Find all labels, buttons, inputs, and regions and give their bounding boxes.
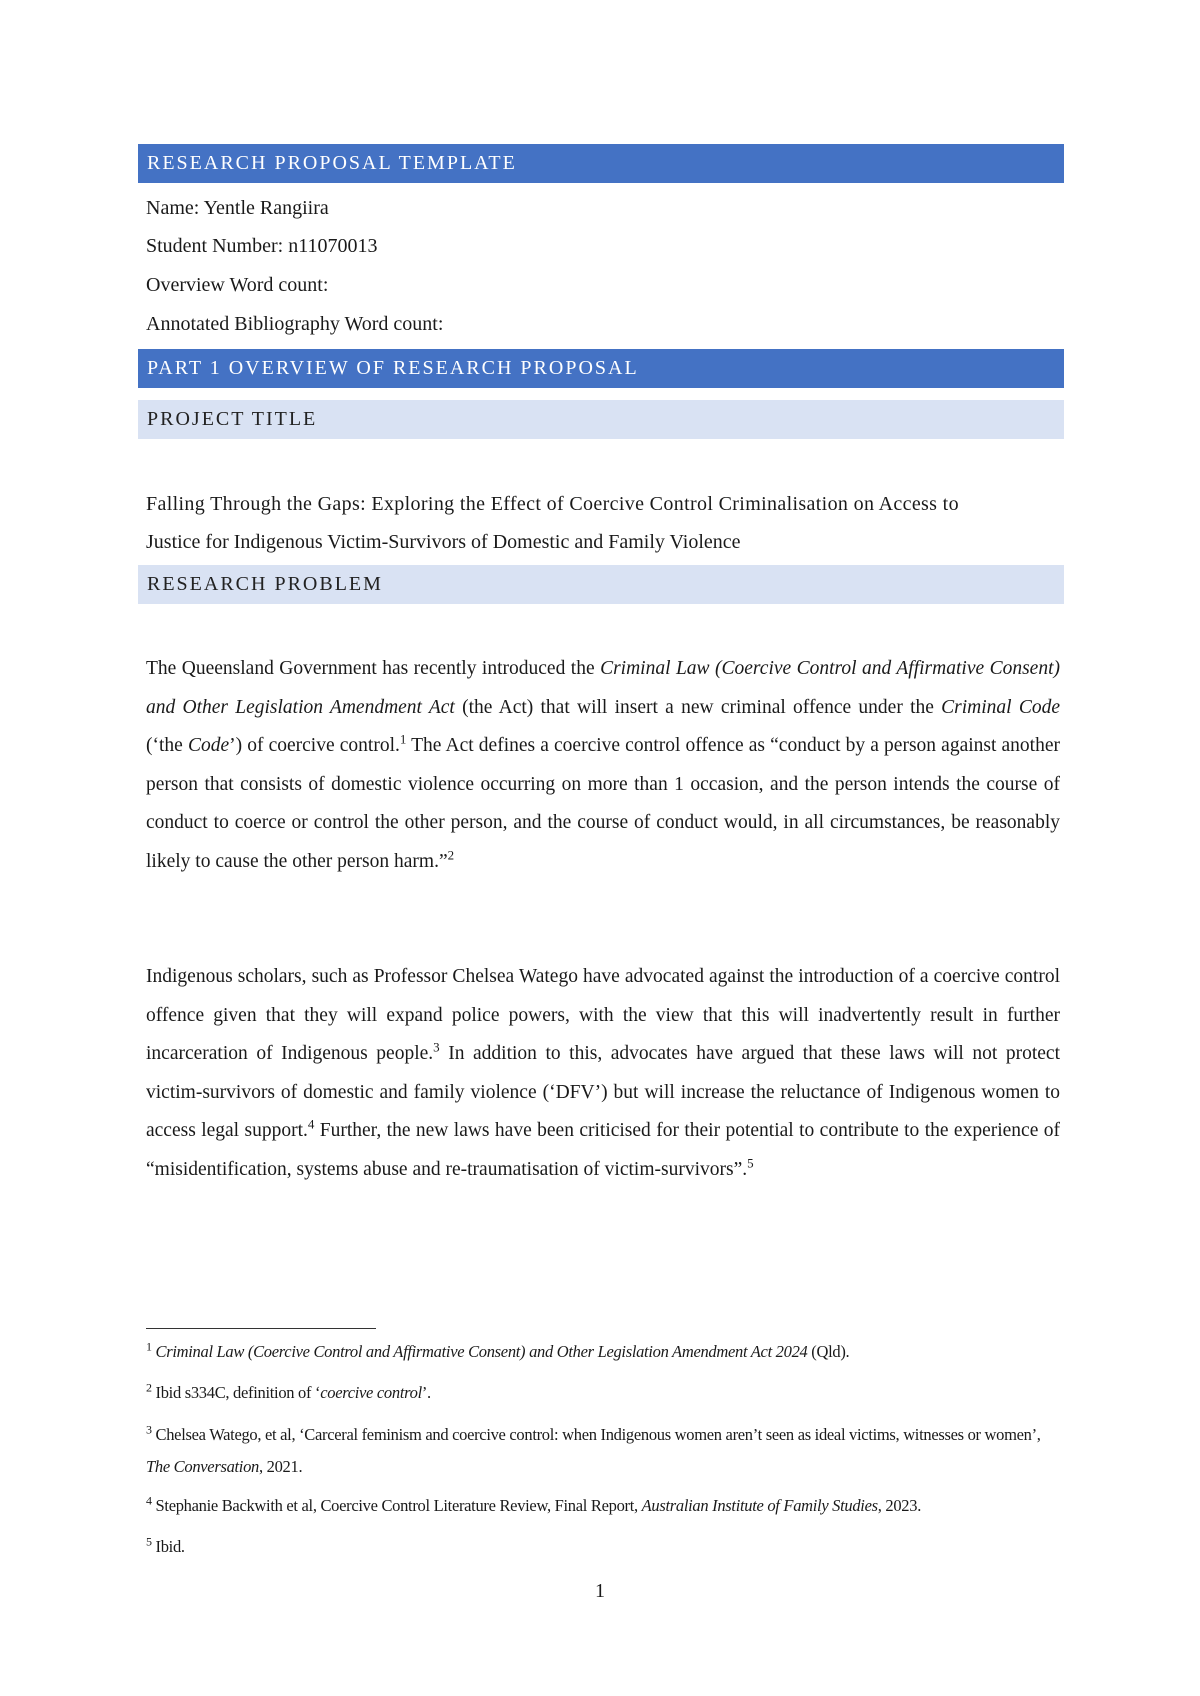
- footnote-ref-2[interactable]: 2: [447, 847, 455, 862]
- footnote-1: $^1$ Criminal Law (Coercive Control and Affirmative Consent) and Other Legislation Amendment Act 2024 (Qld).: [146, 1339, 850, 1361]
- part1-band: [138, 349, 1064, 388]
- research-problem-paragraph-2: Indigenous scholars, such as Professor Chelsea Watego have advocated against the introduction of a coercive control offence given that they will expand police powers, with the view that this will inadvertently result in further incarceration of Indigenous people.$^3$ In addition to this, advocates have argued that these laws will not protect victim-survivors of domestic and family violence (‘DFV’) but will increase the reluctance of Indigenous women to access legal support.$^4$ Further, the new laws have been criticised for their potential to contribute to the experience of “misidentification, systems abuse and re-traumatisation of victim-survivors”.$^5$: [146, 966, 1060, 1180]
- research-problem-band: [138, 565, 1064, 604]
- template-header-text: RESEARCH PROPOSAL TEMPLATE: [147, 152, 517, 174]
- page-number: 1: [595, 1580, 605, 1602]
- footnote-2: $^2$ Ibid s334C, definition of ‘coercive control’.: [146, 1380, 431, 1402]
- footnote-separator: [146, 1328, 376, 1329]
- name-field: Name: Yentle Rangiira: [146, 197, 329, 219]
- footnote-ref-1[interactable]: 1: [399, 731, 407, 747]
- template-header-band: [138, 144, 1064, 183]
- code-title: Criminal Code: [941, 696, 1061, 718]
- project-title-band: [138, 400, 1064, 439]
- footnote-ref-5[interactable]: 5: [747, 1155, 754, 1170]
- footnote-4: $^4$ Stephanie Backwith et al, Coercive Control Literature Review, Final Report, Australian Institute of Family Studies, 2023.: [146, 1493, 922, 1515]
- footnote-ref-3[interactable]: 3: [433, 1039, 440, 1055]
- footnote-ref-4[interactable]: 4: [307, 1116, 315, 1132]
- footnote-3: $^3$ Chelsea Watego, et al, ‘Carceral feminism and coercive control: when Indigenous women aren’t seen as ideal victims, witnesses or women’, The Conversation, 2021.: [146, 1422, 1041, 1476]
- research-problem-paragraph-1: The Queensland Government has recently introduced the Criminal Law (Coercive Control and Affirmative Consent) and Other Legislation Amendment Act (the Act) that will insert a new criminal offence under the Criminal Code (‘the Code’) of coercive control.$^1$ The Act defines a coercive control offence as “conduct by a person against another person that consists of domestic violence occurring on more than 1 occasion, and the person intends the course of conduct to coerce or control the other person, and the course of conduct would, in all circumstances, be reasonably likely to cause the other person harm.”$^2$: [146, 658, 1061, 872]
- research-problem-heading: RESEARCH PROBLEM: [147, 573, 383, 595]
- footnote-5: $^5$ Ibid.: [146, 1534, 185, 1556]
- overview-word-count-field: Overview Word count:: [146, 274, 329, 296]
- act-title: Criminal Law (Coercive Control and Affirmative Consent) and Other Legislation Amendment Act: [146, 658, 1060, 718]
- bibliography-word-count-field: Annotated Bibliography Word count:: [146, 313, 444, 335]
- project-title-line-2: Justice for Indigenous Victim-Survivors of Domestic and Family Violence: [146, 531, 741, 553]
- part1-heading: PART 1 OVERVIEW OF RESEARCH PROPOSAL: [147, 357, 639, 379]
- student-number-field: Student Number: n11070013: [146, 235, 378, 257]
- project-title-heading: PROJECT TITLE: [147, 408, 318, 430]
- project-title-line-1: Falling Through the Gaps: Exploring the Effect of Coercive Control Criminalisation on Access to: [146, 493, 959, 515]
